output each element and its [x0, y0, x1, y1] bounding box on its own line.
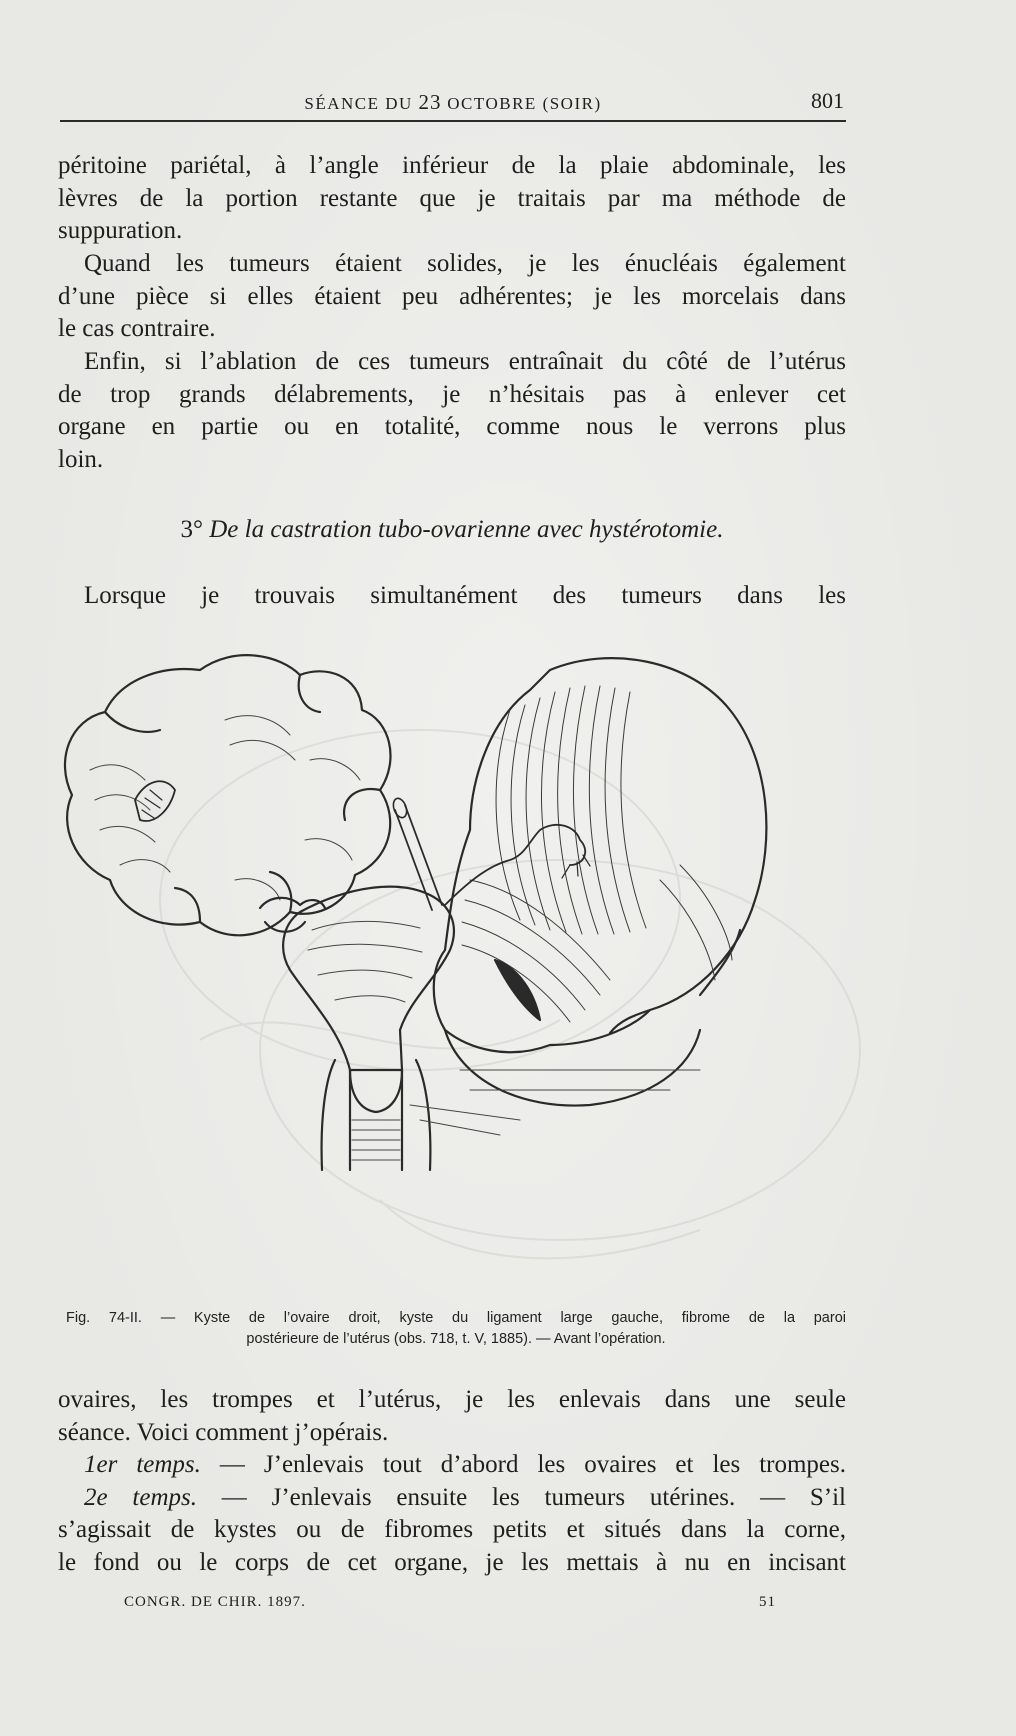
caption-line-2: postérieure de l’utérus (obs. 718, t. V, 1885). — Avant l’opération.: [246, 1331, 666, 1347]
text-line: loin.: [58, 445, 104, 473]
posterior-fibroid: [445, 1030, 700, 1106]
text-line: suppuration.: [58, 217, 183, 244]
page-number: 801: [811, 88, 844, 113]
footer-source: CONGR. DE CHIR. 1897.: [124, 1594, 306, 1610]
forceps-clamp: [395, 805, 442, 910]
step-1-text: — J’enlevais tout d’abord les ovaires et les trompes.: [200, 1451, 847, 1478]
text-line: séance. Voici comment j’opérais.: [58, 1418, 389, 1446]
text-line: de trop grands délabrements, je n’hésitais pas à enlever cet: [58, 380, 846, 408]
text-line: le fond ou le corps de cet organe, je les mettais à nu en incisant: [58, 1548, 846, 1576]
text-line: Quand les tumeurs étaient solides, je les énucléais également: [84, 250, 846, 277]
figure-caption: [66, 1308, 846, 1350]
caption-line-1: Fig. 74-II. — Kyste de l’ovaire droit, kyste du ligament large gauche, fibrome de la paroi: [66, 1310, 846, 1326]
text-line: Enfin, si l’ablation de ces tumeurs entraînait du côté de l’utérus: [84, 348, 846, 375]
text-line: ovaires, les trompes et l’utérus, je les enlevais dans une seule: [58, 1386, 846, 1413]
step-2-label: 2e temps.: [84, 1483, 197, 1511]
paragraph-4: [58, 580, 846, 613]
section-heading: [58, 516, 846, 544]
paragraph-2: [58, 248, 846, 346]
step-2: [58, 1482, 846, 1515]
section-number: 3°: [180, 516, 203, 543]
text-line: le cas contraire.: [58, 315, 216, 342]
text-line: s’agissait de kystes ou de fibromes petits et situés dans la corne,: [58, 1516, 846, 1543]
incision: [495, 960, 540, 1020]
step-2-text: — J’enlevais ensuite les tumeurs utérines. — S’il: [196, 1483, 846, 1511]
cervix: [350, 1070, 402, 1112]
paragraph-3: [58, 346, 846, 476]
step-1-label: 1er temps.: [84, 1451, 201, 1478]
text-line: péritoine pariétal, à l’angle inférieur de la plaie abdominale, les: [58, 152, 846, 179]
text-line: lèvres de la portion restante que je traitais par ma méthode de: [58, 184, 846, 212]
text-line: d’une pièce si elles étaient peu adhérentes; je les morcelais dans: [58, 282, 846, 310]
text-line: organe en partie ou en totalité, comme nous le verrons plus: [58, 413, 846, 440]
running-title: SÉANCE DU 23 OCTOBRE (SOIR): [304, 90, 602, 114]
text-line: Lorsque je trouvais simultanément des tumeurs dans les: [84, 582, 846, 609]
page-footer: [124, 1594, 776, 1611]
step-1: [58, 1449, 846, 1482]
paragraph-1: [58, 150, 846, 248]
paragraph-continuation: [58, 1384, 846, 1579]
running-head: [60, 86, 846, 122]
left-ligament-cyst: [434, 658, 767, 1052]
anatomical-illustration: [50, 650, 850, 1310]
signature-mark: 51: [759, 1594, 776, 1610]
section-title: De la castration tubo-ovarienne avec hystérotomie.: [209, 516, 724, 543]
